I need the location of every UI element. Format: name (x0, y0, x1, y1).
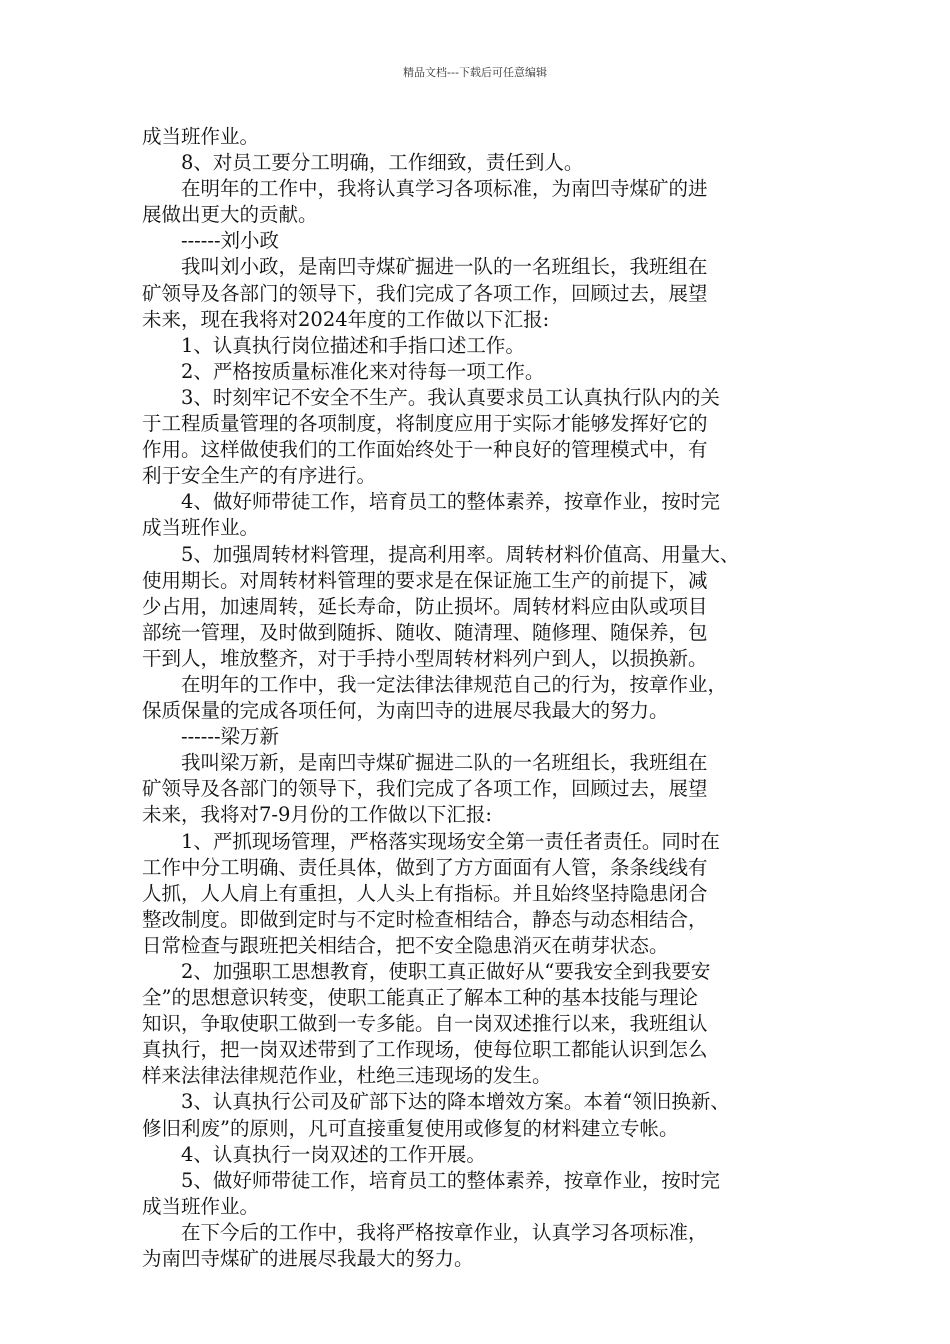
text-line: 展做出更大的贡献。 (142, 203, 318, 227)
text-line: 工作中分工明确、责任具体，做到了方方面面有人管，条条线线有 (142, 855, 708, 879)
text-line: 干到人，堆放整齐，对于手持小型周转材料列户到人，以损换新。 (142, 646, 708, 670)
text-line: 未来，现在我将对2024年度的工作做以下汇报: (142, 307, 550, 331)
text-line: 成当班作业。 (142, 1194, 260, 1218)
text-line: 在明年的工作中，我将认真学习各项标准，为南凹寺煤矿的进 (181, 177, 708, 201)
text-line: 全”的思想意识转变，使职工能真正了解本工种的基本技能与理论 (142, 986, 698, 1010)
text-line: 1、严抓现场管理，严格落实现场安全第一责任者责任。同时在 (181, 829, 720, 853)
text-line: 利于安全生产的有序进行。 (142, 464, 377, 488)
text-line: 1、认真执行岗位描述和手指口述工作。 (181, 333, 525, 357)
text-line: 保质保量的完成各项任何，为南凹寺的进展尽我最大的努力。 (142, 699, 669, 723)
text-line: 日常检查与跟班把关相结合，把不安全隐患消灭在萌芽状态。 (142, 933, 669, 957)
text-line: 矿领导及各部门的领导下，我们完成了各项工作，回顾过去，展望 (142, 777, 708, 801)
text-line: 3、认真执行公司及矿部下达的降本增效方案。本着“领旧换新、 (181, 1090, 730, 1114)
text-line: 4、做好师带徒工作，培育员工的整体素养，按章作业，按时完 (181, 490, 720, 514)
text-line: 于工程质量管理的各项制度，将制度应用于实际才能够发挥好它的 (142, 412, 708, 436)
text-line: 3、时刻牢记不安全不生产。我认真要求员工认真执行队内的关 (181, 385, 720, 409)
text-line: 2、严格按质量标准化来对待每一项工作。 (181, 359, 545, 383)
text-line: 人抓，人人肩上有重担，人人头上有指标。并且始终坚持隐患闭合 (142, 881, 708, 905)
text-line: 成当班作业。 (142, 125, 260, 148)
text-line: 在明年的工作中，我一定法律法律规范自己的行为，按章作业， (181, 672, 728, 696)
text-line: 部统一管理，及时做到随拆、随收、随清理、随修理、随保养，包 (142, 620, 708, 644)
text-line: 使用期长。对周转材料管理的要求是在保证施工生产的前提下，减 (142, 568, 708, 592)
text-line: 在下今后的工作中，我将严格按章作业，认真学习各项标准， (181, 1220, 708, 1244)
text-line: 2、加强职工思想教育，使职工真正做好从“要我安全到我要安 (181, 960, 711, 983)
text-line: 我叫梁万新，是南凹寺煤矿掘进二队的一名班组长，我班组在 (181, 751, 708, 775)
text-line: 作用。这样做使我们的工作面始终处于一种良好的管理模式中，有 (142, 438, 708, 462)
text-line: ------梁万新 (181, 725, 280, 749)
text-line: 5、做好师带徒工作，培育员工的整体素养，按章作业，按时完 (181, 1168, 720, 1192)
text-line: 知识，争取使职工做到一专多能。自一岗双述推行以来，我班组认 (142, 1012, 708, 1036)
text-line: 4、认真执行一岗双述的工作开展。 (181, 1142, 486, 1166)
text-line: 我叫刘小政，是南凹寺煤矿掘进一队的一名班组长，我班组在 (181, 255, 708, 279)
text-line: 修旧利废”的原则，凡可直接重复使用或修复的材料建立专帐。 (142, 1116, 679, 1140)
text-line: ------刘小政 (181, 229, 280, 253)
page-header: 精品文档---下载后可任意编辑 (403, 66, 547, 79)
text-line: 真执行，把一岗双述带到了工作现场，使每位职工都能认识到怎么 (142, 1038, 708, 1062)
text-line: 整改制度。即做到定时与不定时检查相结合，静态与动态相结合， (142, 907, 708, 931)
document-body (142, 124, 812, 1272)
text-line: 样来法律法律规范作业，杜绝三违现场的发生。 (142, 1064, 552, 1088)
text-line: 为南凹寺煤矿的进展尽我最大的努力。 (142, 1247, 474, 1271)
text-line: 5、加强周转材料管理，提高利用率。周转材料价值高、用量大、 (181, 542, 740, 566)
text-line: 少占用，加速周转，延长寿命，防止损坏。周转材料应由队或项目 (142, 594, 708, 618)
text-line: 矿领导及各部门的领导下，我们完成了各项工作，回顾过去，展望 (142, 281, 708, 305)
text-line: 未来，我将对7-9月份的工作做以下汇报: (142, 803, 492, 827)
text-line: 成当班作业。 (142, 516, 260, 540)
text-line: 8、对员工要分工明确，工作细致，责任到人。 (181, 151, 584, 175)
